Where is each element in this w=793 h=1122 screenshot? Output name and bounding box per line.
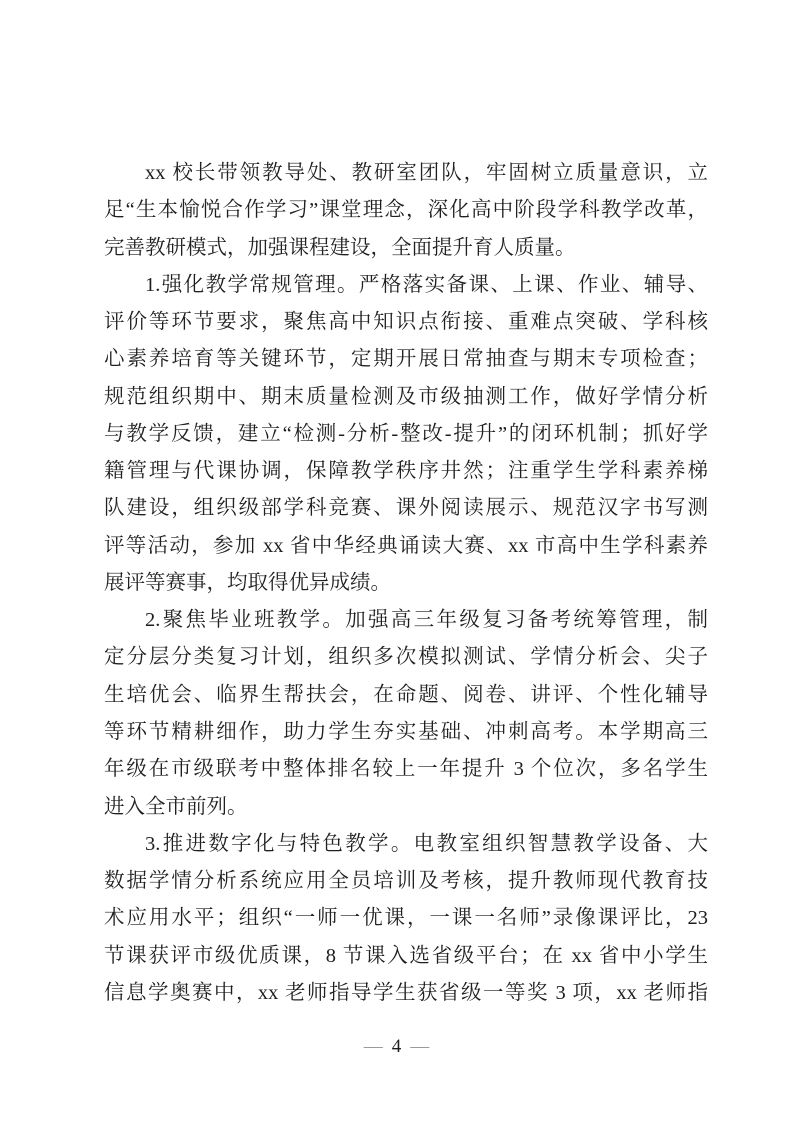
text-line: 心素养培育等关键环节，定期开展日常抽查与期末专项检查； xyxy=(104,348,708,371)
text-line: 3.推进数字化与特色教学。电教室组织智慧教学设备、大 xyxy=(145,832,708,855)
page-footer xyxy=(0,1034,793,1060)
text-line: 信息学奥赛中，xx 老师指导学生获省级一等奖 3 项，xx 老师指 xyxy=(104,981,708,1004)
text-line: 节课获评市级优质课，8 节课入选省级平台；在 xx 省中小学生 xyxy=(104,944,708,967)
text-line: xx 校长带领教导处、教研室团队，牢固树立质量意识，立 xyxy=(145,162,708,184)
page-number: 4 xyxy=(391,1036,402,1057)
text-line: 队建设，组织级部学科竞赛、课外阅读展示、规范汉字书写测 xyxy=(104,497,708,520)
text-line: 数据学情分析系统应用全员培训及考核，提升教师现代教育技 xyxy=(104,870,708,893)
footer-right-dash: — xyxy=(410,1036,430,1057)
paragraph xyxy=(104,267,708,602)
paragraph xyxy=(104,826,708,1012)
text-line: 完善教研模式，加强课程建设，全面提升育人质量。 xyxy=(104,236,576,259)
text-line: 术应用水平；组织“一师一优课，一课一名师”录像课评比，23 xyxy=(104,907,708,930)
paragraph xyxy=(104,602,708,826)
text-line: 进入全市前列。 xyxy=(104,795,248,818)
text-line: 定分层分类复习计划，组织多次模拟测试、学情分析会、尖子 xyxy=(104,646,708,669)
text-line: 评等活动，参加 xx 省中华经典诵读大赛、xx 市高中生学科素养 xyxy=(104,534,708,557)
text-line: 2.聚焦毕业班教学。加强高三年级复习备考统筹管理，制 xyxy=(145,609,708,632)
text-line: 展评等赛事，均取得优异成绩。 xyxy=(104,571,391,594)
text-line: 生培优会、临界生帮扶会，在命题、阅卷、讲评、个性化辅导 xyxy=(104,683,708,706)
text-line: 1.强化教学常规管理。严格落实备课、上课、作业、辅导、 xyxy=(145,273,708,296)
text-block xyxy=(104,155,708,1012)
text-line: 等环节精耕细作，助力学生夯实基础、冲刺高考。本学期高三 xyxy=(104,720,708,743)
text-line: 与教学反馈，建立“检测-分析-整改-提升”的闭环机制；抓好学 xyxy=(104,422,708,445)
text-line: 评价等环节要求，聚焦高中知识点衔接、重难点突破、学科核 xyxy=(104,311,708,334)
text-line: 籍管理与代课协调，保障教学秩序井然；注重学生学科素养梯 xyxy=(104,460,708,483)
paragraph xyxy=(104,155,708,267)
text-line: 年级在市级联考中整体排名较上一年提升 3 个位次，多名学生 xyxy=(104,758,708,781)
footer-left-dash: — xyxy=(363,1036,383,1057)
text-line: 足“生本愉悦合作学习”课堂理念，深化高中阶段学科教学改革， xyxy=(104,199,708,222)
text-line: 规范组织期中、期末质量检测及市级抽测工作，做好学情分析 xyxy=(104,385,708,408)
